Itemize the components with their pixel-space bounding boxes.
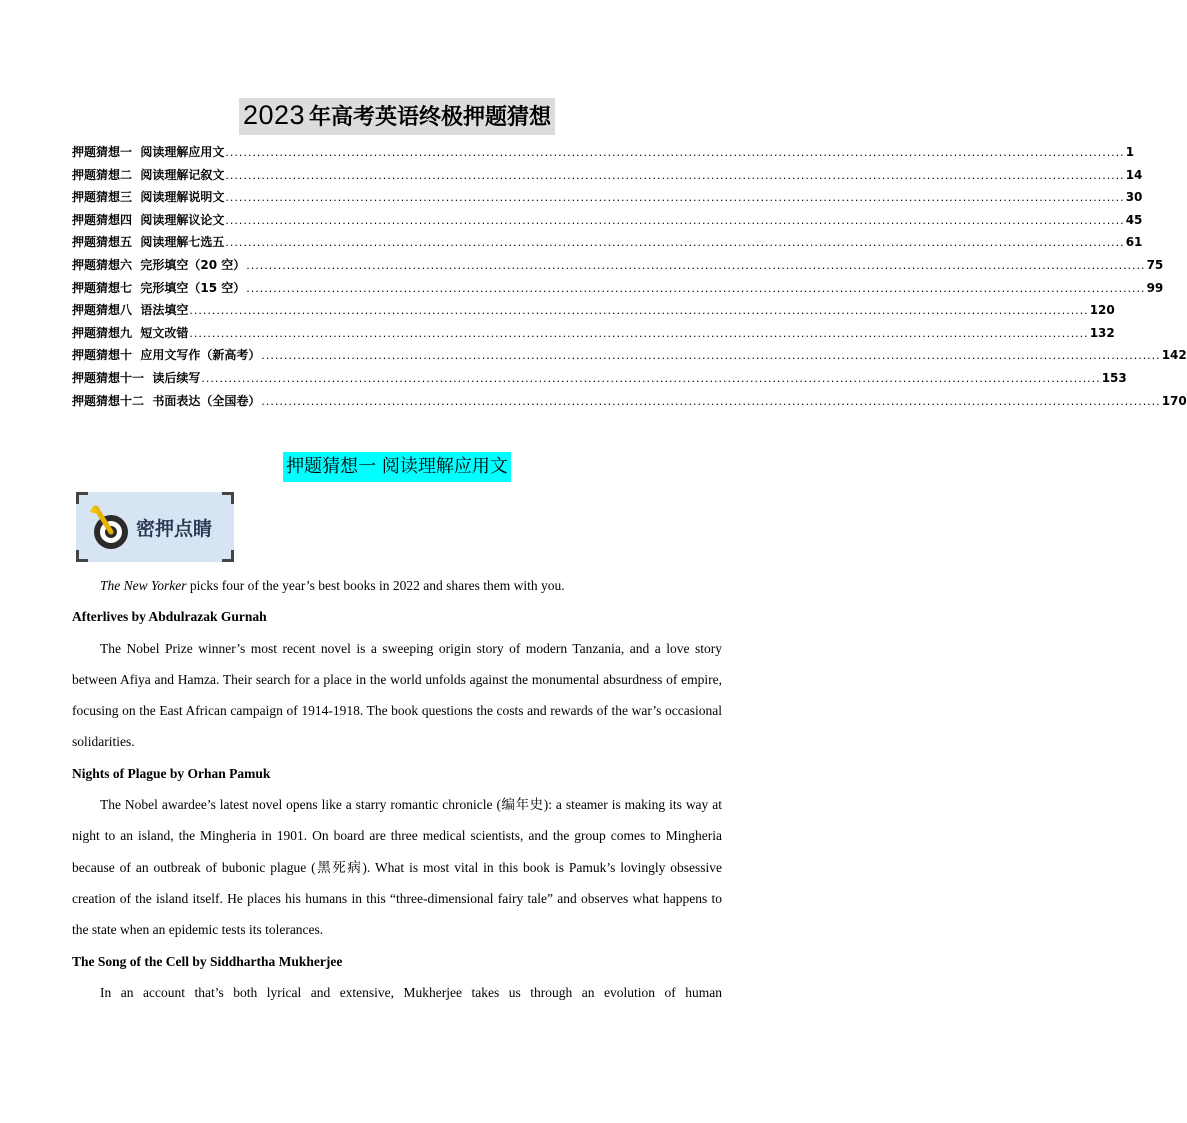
toc-entry[interactable]	[72, 392, 1187, 415]
toc-page-number: 132	[1089, 325, 1115, 340]
toc-label: 押题猜想九 短文改错	[72, 325, 189, 340]
book-description: The Nobel awardee’s latest novel opens like a starry romantic chronicle (编年史): a steamer is making its way at night to an island, the Mingheria in 1901. On board are three medical scientists, and the group comes to Mingheria because of an outbreak of bubonic plague (黑死病). What is most vital in this book is Pamuk’s lovingly obsessive creation of the island itself. He places his humans in this “three-dimensional fairy tale” and observes what happens to the state when an epidemic tests its tolerances.	[72, 797, 722, 938]
intro-text: picks four of the year’s best books in 2022 and shares them with you.	[186, 578, 565, 593]
toc-label: 押题猜想五 阅读理解七选五	[72, 235, 225, 250]
toc-label: 押题猜想十 应用文写作（新高考）	[72, 348, 261, 363]
toc-label: 押题猜想七 完形填空（15 空）	[72, 280, 246, 295]
section-heading	[0, 452, 794, 482]
toc-leader-dots: ........................................................................................................................................................................................................	[189, 326, 1089, 340]
publication-name: The New Yorker	[100, 578, 187, 593]
toc-entry[interactable]	[72, 211, 1143, 234]
article-body	[72, 570, 722, 1008]
toc-label: 押题猜想一 阅读理解应用文	[72, 145, 225, 159]
toc-page-number: 170	[1161, 393, 1187, 408]
book-heading: Nights of Plague by Orhan Pamuk	[72, 765, 271, 781]
toc-entry[interactable]	[72, 233, 1143, 256]
toc-label: 押题猜想四 阅读理解议论文	[72, 212, 225, 227]
toc-label: 押题猜想三 阅读理解说明文	[72, 190, 225, 205]
toc-entry[interactable]	[72, 346, 1187, 369]
intro-paragraph	[72, 570, 722, 601]
toc-page-number: 30	[1125, 190, 1143, 205]
toc-leader-dots: ........................................................................................................................................................................................................	[225, 146, 1125, 159]
toc-leader-dots: ........................................................................................................................................................................................................	[225, 236, 1125, 250]
toc-leader-dots: ........................................................................................................................................................................................................	[225, 168, 1125, 182]
title-highlight	[239, 98, 555, 135]
toc-leader-dots: ........................................................................................................................................................................................................	[225, 213, 1125, 227]
title-year: 2023	[242, 100, 306, 130]
toc-page-number: 45	[1125, 212, 1143, 227]
toc-leader-dots: ........................................................................................................................................................................................................	[261, 394, 1161, 408]
toc-entry[interactable]	[72, 256, 1164, 279]
toc-label: 押题猜想十一 读后续写	[72, 370, 201, 385]
toc-page-number: 153	[1101, 370, 1127, 385]
toc-entry[interactable]	[72, 279, 1164, 302]
toc-label: 押题猜想十二 书面表达（全国卷）	[72, 393, 261, 408]
toc-leader-dots: ........................................................................................................................................................................................................	[225, 191, 1125, 205]
badge-label: 密押点睛	[136, 518, 213, 540]
book-heading: The Song of the Cell by Siddhartha Mukherjee	[72, 953, 343, 969]
toc-page-number: 142	[1161, 348, 1187, 363]
toc-page-number: 1	[1125, 145, 1135, 159]
toc-label: 押题猜想二 阅读理解记叙文	[72, 167, 225, 182]
toc-entry[interactable]	[72, 301, 1115, 324]
toc-entry[interactable]	[72, 166, 1143, 189]
target-dart-icon	[88, 502, 134, 552]
toc-entry[interactable]	[72, 369, 1127, 392]
toc-page-number: 61	[1125, 235, 1143, 250]
toc-leader-dots: ........................................................................................................................................................................................................	[189, 304, 1089, 318]
toc-page-number: 14	[1125, 167, 1143, 182]
toc-leader-dots: ........................................................................................................................................................................................................	[246, 258, 1146, 272]
toc-page-number: 99	[1146, 280, 1164, 295]
toc-page-number: 120	[1089, 303, 1115, 318]
toc-page-number: 75	[1146, 257, 1164, 272]
toc-label: 押题猜想六 完形填空（20 空）	[72, 257, 246, 272]
title-text: 年高考英语终极押题猜想	[309, 105, 552, 130]
section-heading-text: 押题猜想一 阅读理解应用文	[283, 452, 511, 482]
toc-leader-dots: ........................................................................................................................................................................................................	[201, 371, 1101, 385]
book-heading: Afterlives by Abdulrazak Gurnah	[72, 609, 267, 625]
toc-entry[interactable]	[72, 188, 1143, 211]
toc-leader-dots: ........................................................................................................................................................................................................	[261, 349, 1161, 363]
book-description: In an account that’s both lyrical and extensive, Mukherjee takes us through an evolution of human	[100, 984, 722, 1000]
tip-badge	[76, 492, 234, 562]
document-title	[0, 98, 794, 136]
toc-label: 押题猜想八 语法填空	[72, 303, 189, 318]
toc-entry[interactable]	[72, 324, 1115, 347]
toc-entry[interactable]	[72, 143, 1135, 166]
toc-leader-dots: ........................................................................................................................................................................................................	[246, 281, 1146, 295]
book-description: The Nobel Prize winner’s most recent novel is a sweeping origin story of modern Tanzania, and a love story between Afiya and Hamza. Their search for a place in the world unfolds against the monumental absurdness of empire, focusing on the East African campaign of 1914-1918. The book questions the costs and rewards of the war’s occasional solidarities.	[72, 640, 722, 750]
table-of-contents	[72, 143, 1187, 414]
